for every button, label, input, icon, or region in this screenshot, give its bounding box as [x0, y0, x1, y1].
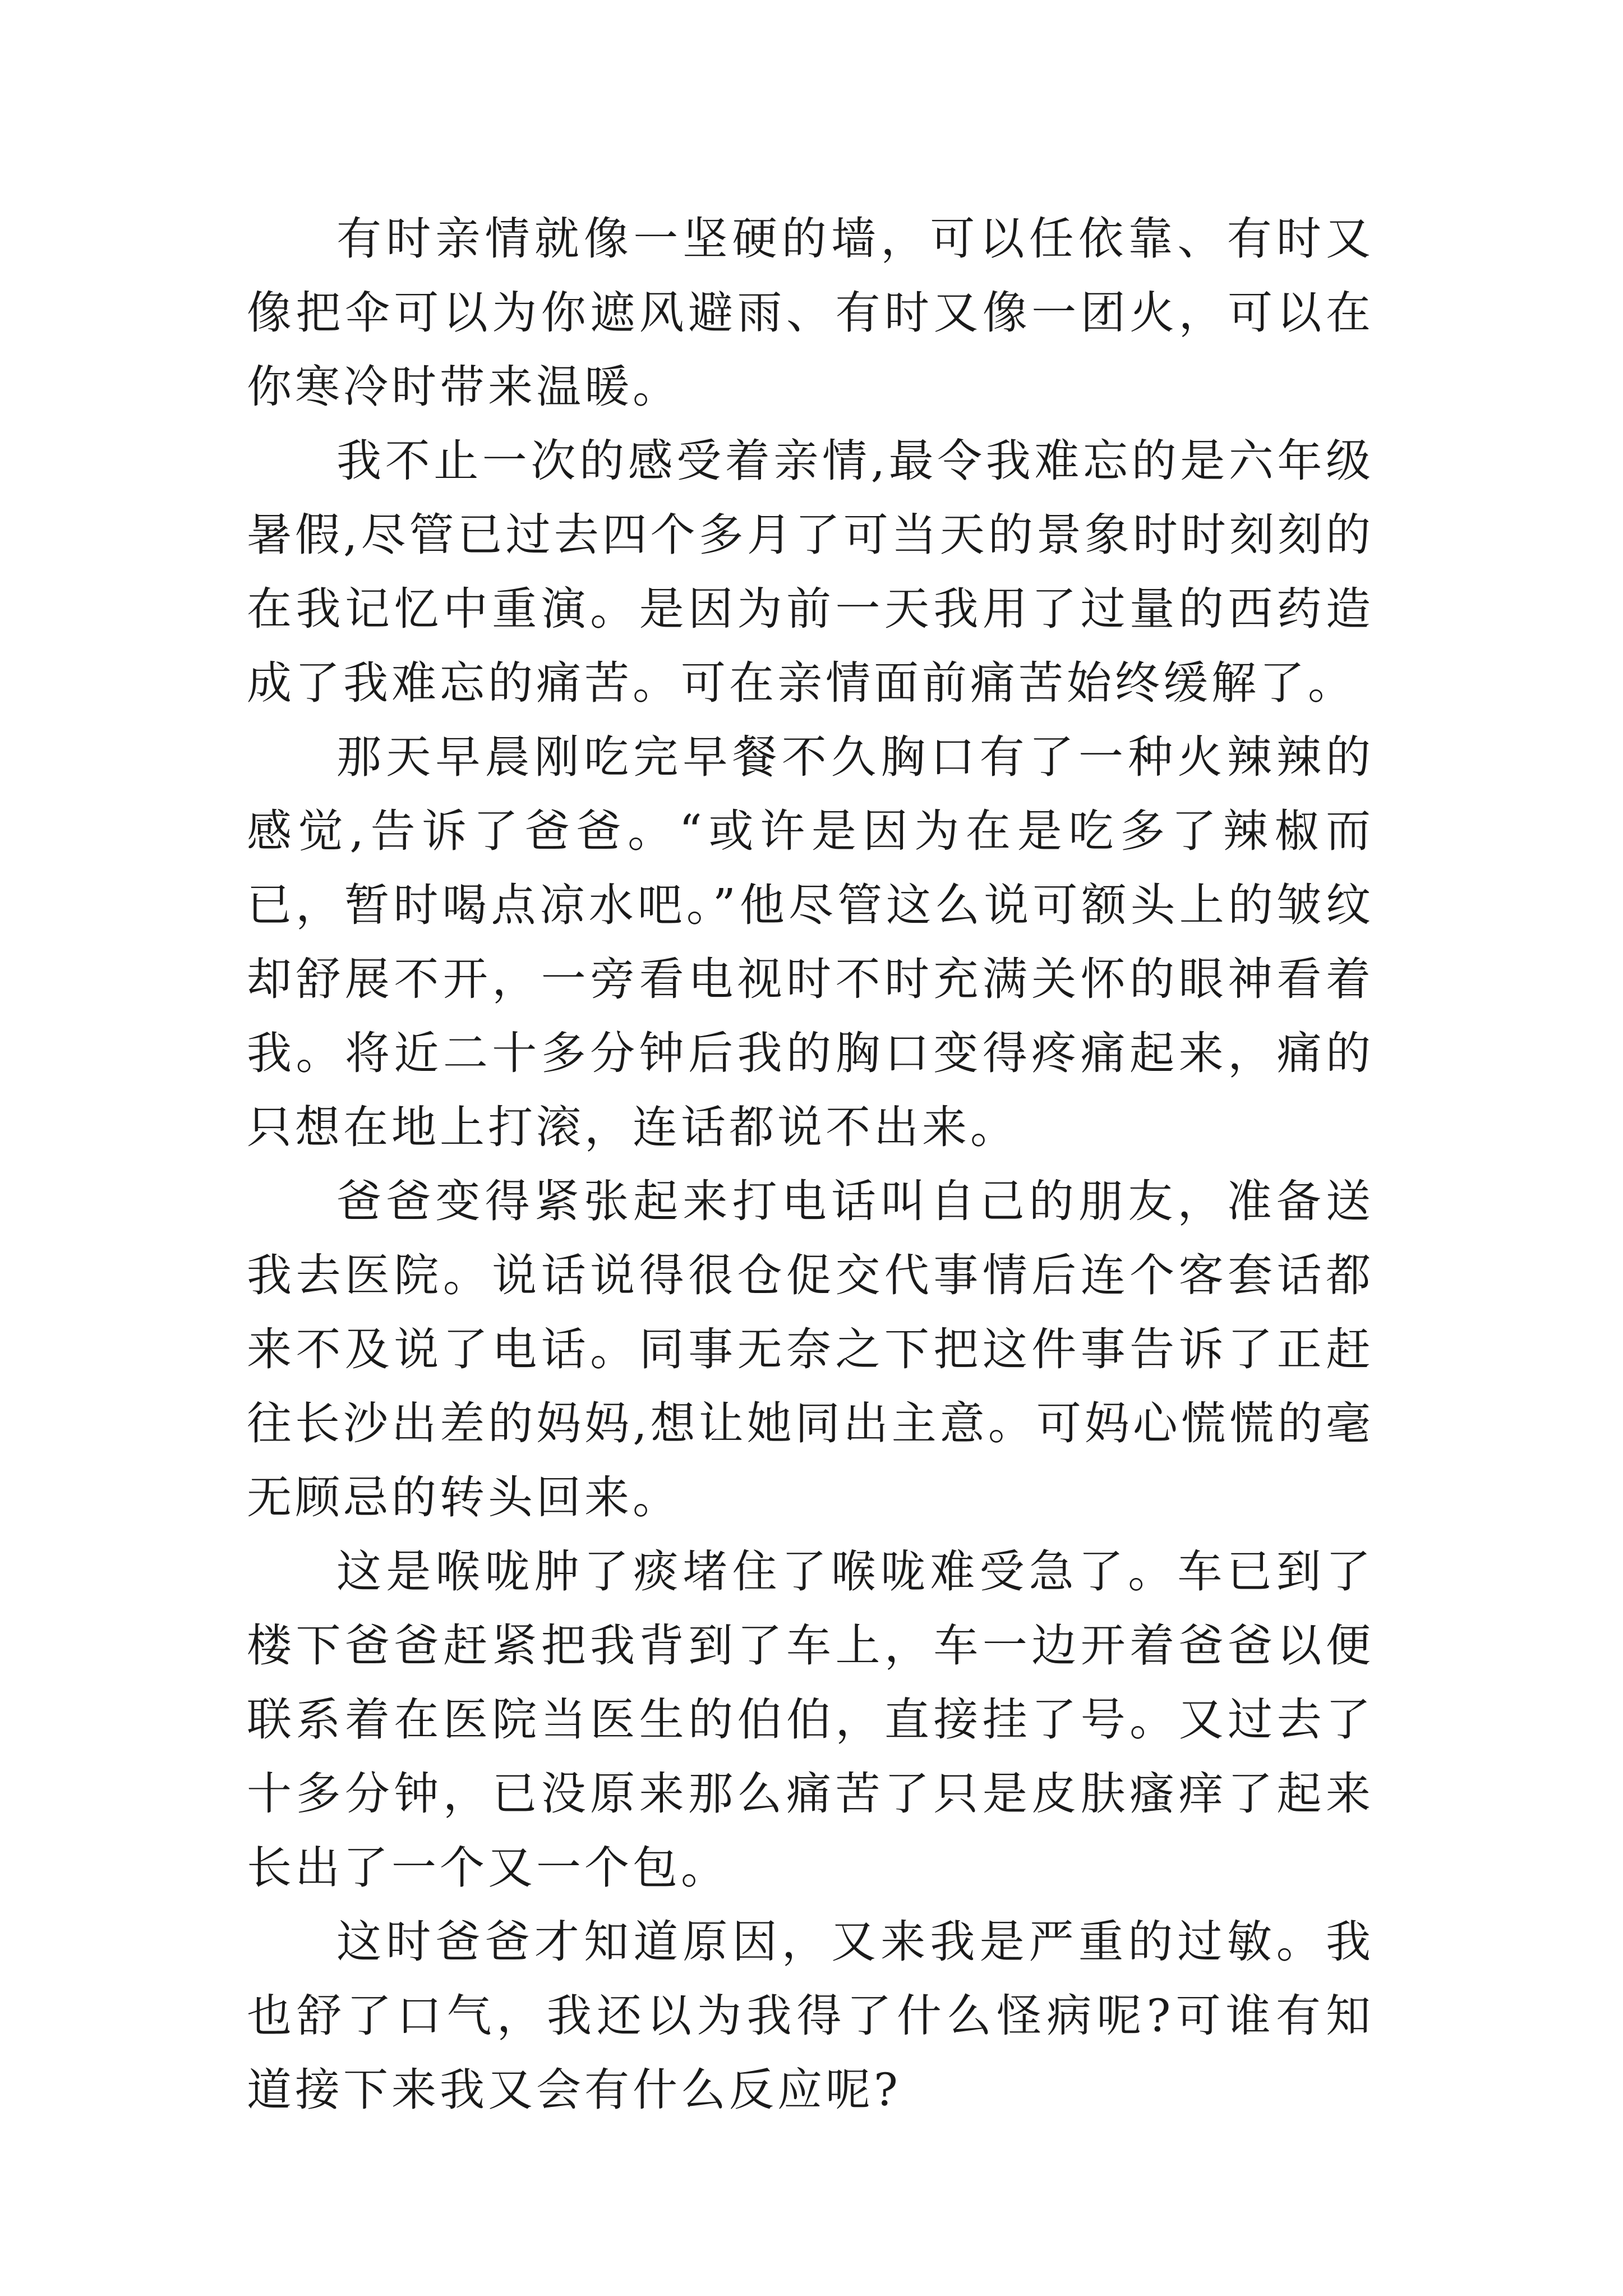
paragraph: 这时爸爸才知道原因，又来我是严重的过敏。我也舒了口气，我还以为我得了什么怪病呢?可谁有知道接下来我又会有什么反应呢?: [247, 1916, 1374, 2116]
paragraph: 我不止一次的感受着亲情,最令我难忘的是六年级暑假,尽管已过去四个多月了可当天的景象时时刻刻的在我记忆中重演。是因为前一天我用了过量的西药造成了我难忘的痛苦。可在亲情面前痛苦始终缓解了。: [247, 435, 1374, 709]
paragraph: 爸爸变得紧张起来打电话叫自己的朋友，准备送我去医院。说话说得很仓促交代事情后连个客套话都来不及说了电话。同事无奈之下把这件事告诉了正赶往长沙出差的妈妈,想让她同出主意。可妈心慌慌的毫无顾忌的转头回来。: [247, 1175, 1374, 1524]
paragraph: 那天早晨刚吃完早餐不久胸口有了一种火辣辣的感觉,告诉了爸爸。“或许是因为在是吃多了辣椒而已，暂时喝点凉水吧。”他尽管这么说可额头上的皱纹却舒展不开，一旁看电视时不时充满关怀的眼神看着我。将近二十多分钟后我的胸口变得疼痛起来，痛的只想在地上打滚，连话都说不出来。: [247, 731, 1374, 1153]
paragraph: 这是喉咙肿了痰堵住了喉咙难受急了。车已到了楼下爸爸赶紧把我背到了车上，车一边开着爸爸以便联系着在医院当医生的伯伯，直接挂了号。又过去了十多分钟，已没原来那么痛苦了只是皮肤瘙痒了起来长出了一个又一个包。: [247, 1545, 1374, 1894]
paragraph: 有时亲情就像一坚硬的墙，可以任依靠、有时又像把伞可以为你遮风避雨、有时又像一团火，可以在你寒冷时带来温暖。: [247, 213, 1374, 413]
document-body: [247, 202, 1374, 2127]
